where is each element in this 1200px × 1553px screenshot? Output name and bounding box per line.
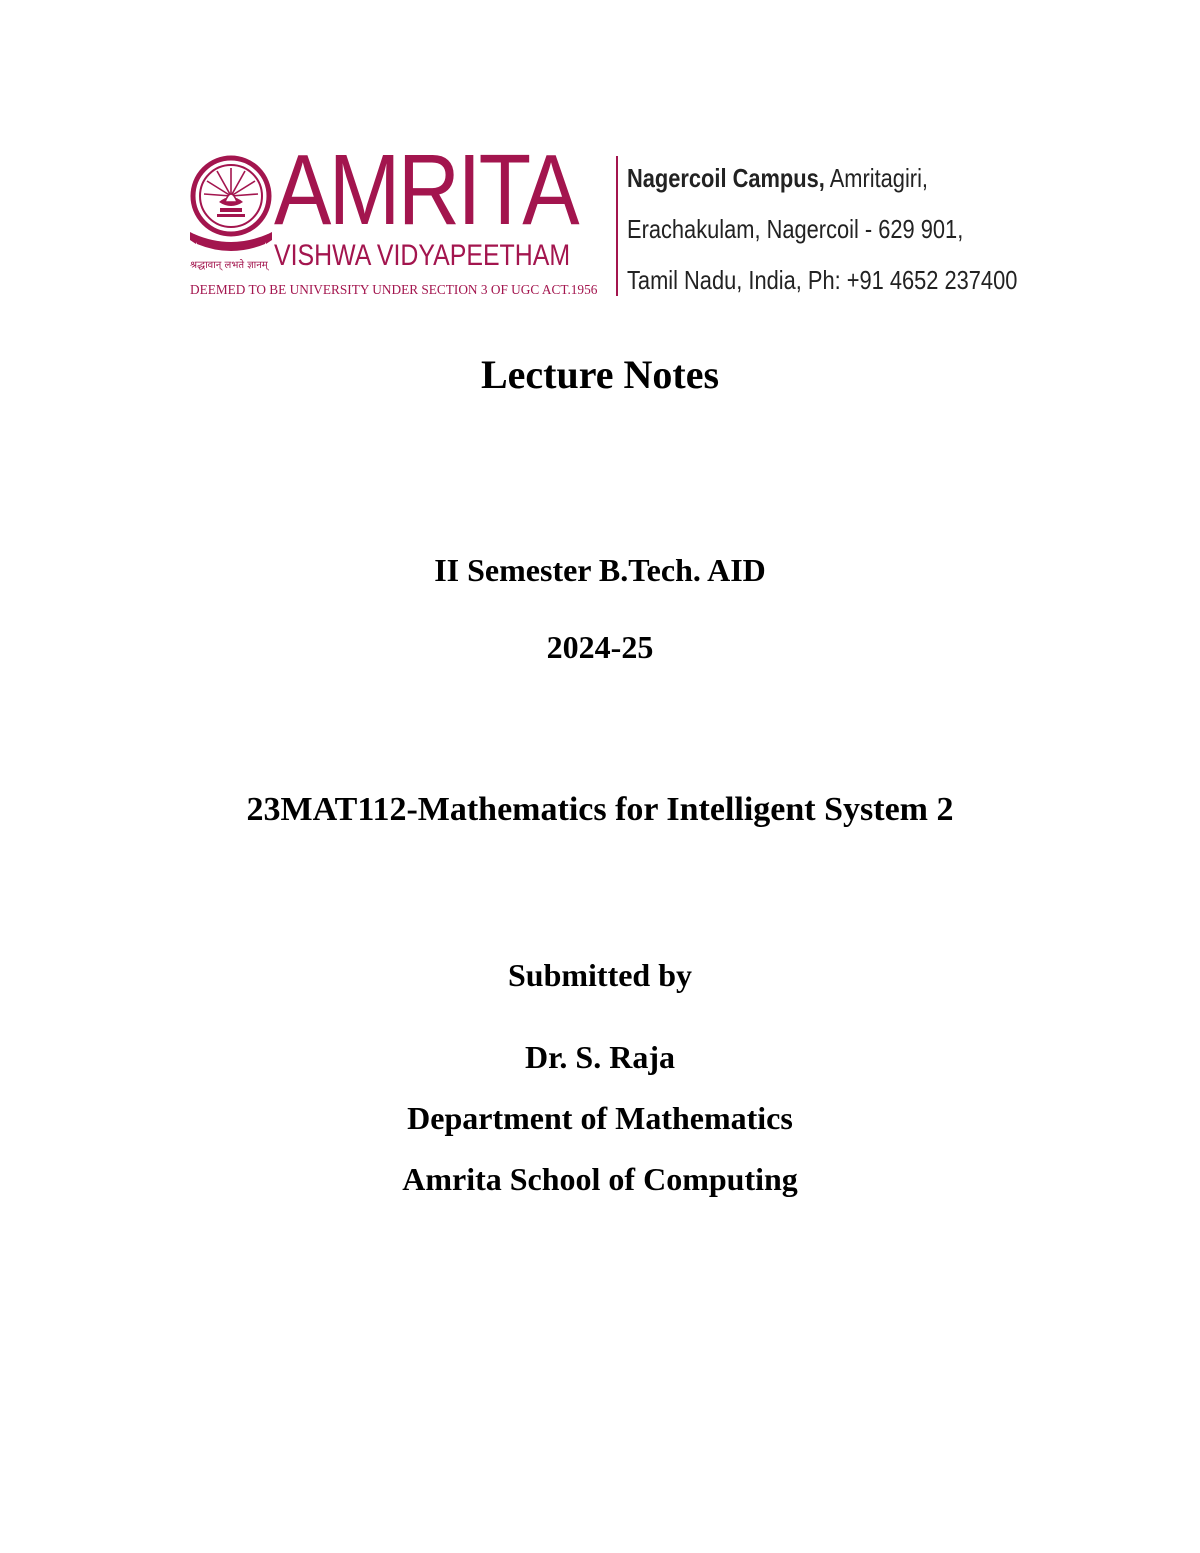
submitted-by-label: Submitted by bbox=[507, 957, 693, 993]
department-name: Department of Mathematics bbox=[407, 1100, 793, 1136]
letterhead bbox=[190, 134, 1018, 303]
address-line-2: Erachakulam, Nagercoil - 629 901, bbox=[627, 214, 964, 244]
course-title: 23MAT112-Mathematics for Intelligent System 2 bbox=[246, 791, 954, 828]
academic-year: 2024-25 bbox=[546, 629, 654, 665]
campus-address bbox=[627, 162, 1017, 315]
university-seal-icon bbox=[190, 152, 272, 260]
campus-name: Nagercoil Campus, bbox=[627, 163, 825, 193]
brand-motto: श्रद्धावान् लभते ज्ञानम् bbox=[190, 260, 268, 271]
school-name: Amrita School of Computing bbox=[402, 1161, 798, 1197]
semester-line: II Semester B.Tech. AID bbox=[434, 552, 766, 588]
campus-locality: Amritagiri, bbox=[824, 163, 928, 193]
author-name: Dr. S. Raja bbox=[525, 1039, 675, 1075]
address-line-1 bbox=[627, 162, 1017, 213]
brand-name: AMRITA bbox=[274, 134, 578, 246]
document-title: Lecture Notes bbox=[480, 352, 720, 397]
deemed-university-line: DEEMED TO BE UNIVERSITY UNDER SECTION 3 OF UGC ACT.1956 bbox=[190, 283, 598, 298]
brand-subtitle: VISHWA VIDYAPEETHAM bbox=[274, 239, 571, 272]
header-divider bbox=[616, 156, 618, 296]
address-line-3: Tamil Nadu, India, Ph: +91 4652 237400 bbox=[627, 265, 1018, 295]
